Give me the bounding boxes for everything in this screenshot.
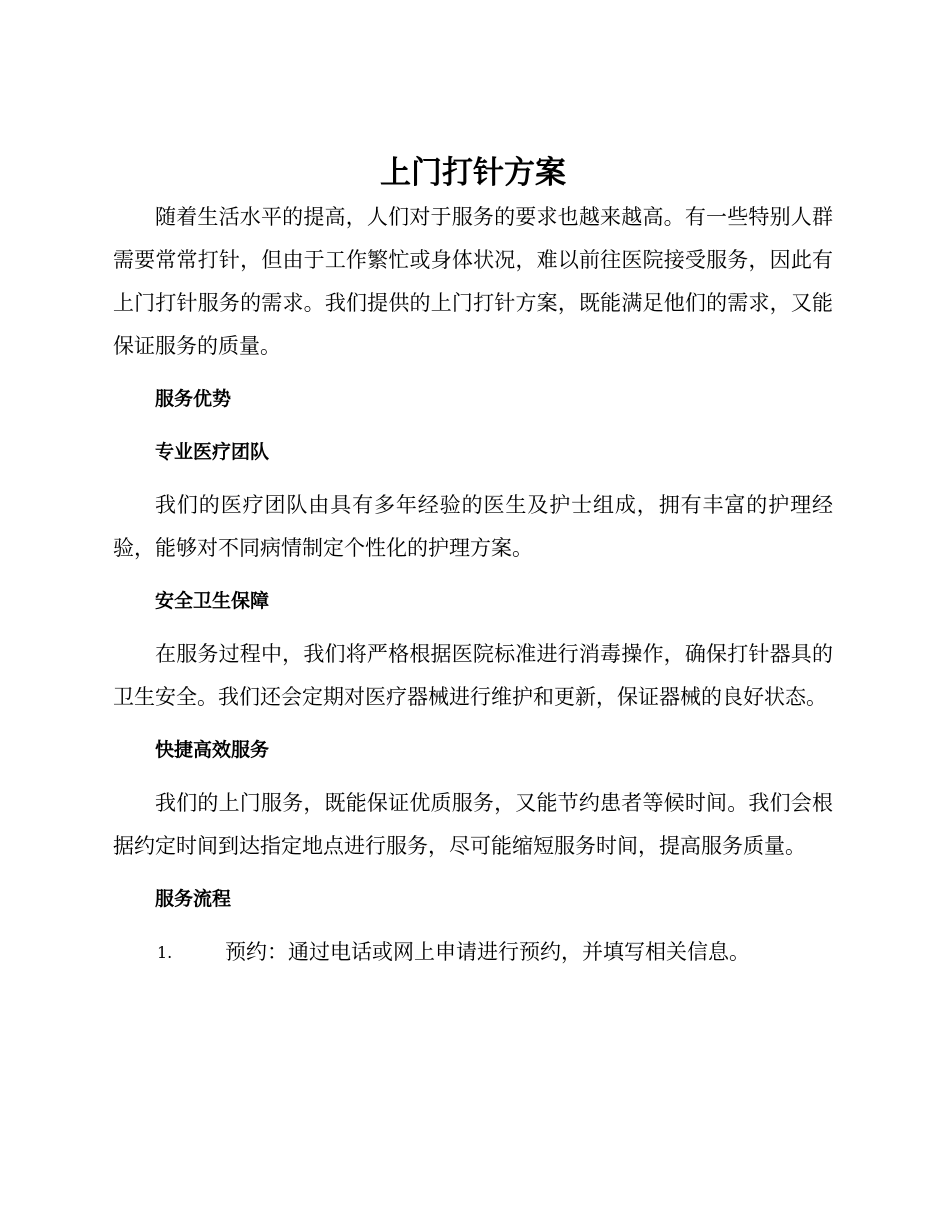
list-item xyxy=(113,931,833,974)
subheading-safety: 安全卫生保障 xyxy=(155,590,270,612)
list-item-number: 1. xyxy=(157,943,173,962)
subheading-efficiency: 快捷高效服务 xyxy=(155,739,270,761)
safety-paragraph: 在服务过程中，我们将严格根据医院标准进行消毒操作，确保打针器具的卫生安全。我们还会定期对医疗器械进行维护和更新，保证器械的良好状态。 xyxy=(113,642,833,709)
section-heading-advantages: 服务优势 xyxy=(155,388,232,410)
document-title: 上门打针方案 xyxy=(380,155,566,191)
intro-paragraph: 随着生活水平的提高，人们对于服务的要求也越来越高。有一些特别人群需要常常打针，但由于工作繁忙或身体状况，难以前往医院接受服务，因此有上门打针服务的需求。我们提供的上门打针方案，既能满足他们的需求，又能保证服务的质量。 xyxy=(113,205,833,358)
list-item-text: 预约：通过电话或网上申请进行预约，并填写相关信息。 xyxy=(225,940,750,964)
subheading-team: 专业医疗团队 xyxy=(155,441,270,463)
document-page xyxy=(113,150,833,984)
section-heading-process: 服务流程 xyxy=(155,888,232,910)
efficiency-paragraph: 我们的上门服务，既能保证优质服务，又能节约患者等候时间。我们会根据约定时间到达指定地点进行服务，尽可能缩短服务时间，提高服务质量。 xyxy=(113,791,833,858)
team-paragraph: 我们的医疗团队由具有多年经验的医生及护士组成，拥有丰富的护理经验，能够对不同病情制定个性化的护理方案。 xyxy=(113,493,833,560)
